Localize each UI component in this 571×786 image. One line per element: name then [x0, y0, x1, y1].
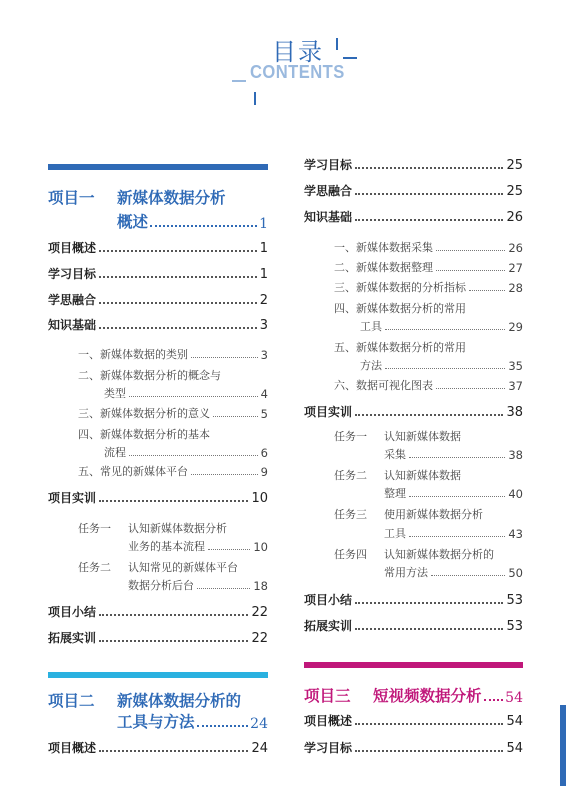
page-number: 6 — [260, 446, 268, 460]
task-entry[interactable]: 工具 43 — [384, 527, 523, 541]
project2-label: 项目二 — [48, 692, 95, 710]
page-number: 3 — [260, 348, 268, 362]
toc-subentry-line: 四、新媒体数据分析的常用 — [334, 302, 466, 315]
toc-entry[interactable]: 学思融合 2 — [48, 293, 268, 308]
page-number: 35 — [508, 359, 523, 373]
task-title: 认知新媒体数据 — [384, 469, 461, 482]
page-number: 1 — [259, 241, 268, 256]
toc-entry[interactable]: 项目实训 38 — [304, 405, 523, 420]
toc-subentry[interactable]: 三、新媒体数据的分析指标 28 — [334, 281, 523, 295]
toc-entry[interactable]: 学习目标 1 — [48, 267, 268, 282]
project1-entry[interactable]: 概述 1 — [117, 213, 268, 232]
page-number: 54 — [506, 741, 523, 756]
toc-entry[interactable]: 拓展实训 53 — [304, 619, 523, 634]
page-number: 25 — [506, 158, 523, 173]
toc-entry[interactable]: 学习目标 54 — [304, 741, 523, 756]
toc-entry[interactable]: 知识基础 26 — [304, 210, 523, 225]
toc-entry[interactable]: 拓展实训 22 — [48, 631, 268, 646]
project2-title: 新媒体数据分析的 — [117, 692, 242, 710]
title-decoration — [336, 38, 338, 50]
task-label: 任务二 — [78, 561, 111, 574]
toc-subentry[interactable]: 方法 35 — [360, 359, 523, 373]
page-number: 54 — [506, 714, 523, 729]
toc-subentry-line: 五、新媒体数据分析的常用 — [334, 341, 466, 354]
page-number: 5 — [260, 407, 268, 421]
toc-subentry[interactable]: 六、数据可视化图表 37 — [334, 379, 523, 393]
task-title: 使用新媒体数据分析 — [384, 508, 483, 521]
page-number: 27 — [508, 261, 523, 275]
project2-entry[interactable]: 工具与方法 24 — [117, 713, 268, 732]
page-number: 40 — [508, 487, 523, 501]
page-number: 4 — [260, 387, 268, 401]
toc-entry[interactable]: 学思融合 25 — [304, 184, 523, 199]
toc-subentry[interactable]: 类型 4 — [104, 387, 268, 401]
title-decoration — [343, 57, 357, 59]
page-number: 28 — [508, 281, 523, 295]
task-label: 任务一 — [78, 522, 111, 535]
page-number: 10 — [253, 540, 268, 554]
toc-title-en: CONTENTS — [250, 62, 345, 82]
task-entry[interactable]: 整理 40 — [384, 487, 523, 501]
project2-bar — [48, 672, 268, 678]
page-number: 26 — [506, 210, 523, 225]
toc-entry[interactable]: 项目概述 1 — [48, 241, 268, 256]
toc-subentry[interactable]: 流程 6 — [104, 446, 268, 460]
toc-subentry[interactable]: 一、新媒体数据的类别 3 — [78, 348, 268, 362]
project1-bar — [48, 164, 268, 170]
page-number: 29 — [508, 320, 523, 334]
task-label: 任务四 — [334, 548, 367, 561]
title-decoration — [254, 92, 256, 105]
page-number: 9 — [260, 465, 268, 479]
toc-title: 目录 — [272, 38, 324, 66]
toc-subentry[interactable]: 工具 29 — [360, 320, 523, 334]
page-number: 22 — [251, 631, 268, 646]
project1-title: 新媒体数据分析 — [117, 189, 226, 207]
task-title: 认知新媒体数据分析 — [128, 522, 227, 535]
toc-subentry[interactable]: 二、新媒体数据整理 27 — [334, 261, 523, 275]
toc-subentry[interactable]: 一、新媒体数据采集 26 — [334, 241, 523, 255]
toc-subentry[interactable]: 三、新媒体数据分析的意义 5 — [78, 407, 268, 421]
task-entry[interactable]: 采集 38 — [384, 448, 523, 462]
page-number: 24 — [250, 716, 268, 732]
project1-label: 项目一 — [48, 189, 95, 207]
page-number: 37 — [508, 379, 523, 393]
page-number: 22 — [251, 605, 268, 620]
page-number: 10 — [251, 491, 268, 506]
page-number: 38 — [508, 448, 523, 462]
toc-entry[interactable]: 项目小结 22 — [48, 605, 268, 620]
task-title: 认知常见的新媒体平台 — [128, 561, 238, 574]
task-entry[interactable]: 业务的基本流程 10 — [128, 540, 268, 554]
task-label: 任务一 — [334, 430, 367, 443]
page-number: 25 — [506, 184, 523, 199]
page-number: 1 — [259, 216, 268, 232]
task-entry[interactable]: 数据分析后台 18 — [128, 579, 268, 593]
task-entry[interactable]: 常用方法 50 — [384, 566, 523, 580]
page-number: 53 — [506, 593, 523, 608]
task-title: 认知新媒体数据 — [384, 430, 461, 443]
page-number: 53 — [506, 619, 523, 634]
page-number: 2 — [259, 293, 268, 308]
page-number: 50 — [508, 566, 523, 580]
toc-entry[interactable]: 项目实训 10 — [48, 491, 268, 506]
toc-entry[interactable]: 项目概述 24 — [48, 741, 268, 756]
page-edge-tab — [560, 705, 566, 786]
toc-subentry-line: 二、新媒体数据分析的概念与 — [78, 369, 221, 382]
page-number: 1 — [259, 267, 268, 282]
page-number: 3 — [259, 318, 268, 333]
page-number: 26 — [508, 241, 523, 255]
task-title: 认知新媒体数据分析的 — [384, 548, 494, 561]
page-number: 38 — [506, 405, 523, 420]
page-number: 18 — [253, 579, 268, 593]
toc-entry[interactable]: 学习目标 25 — [304, 158, 523, 173]
toc-subentry-line: 四、新媒体数据分析的基本 — [78, 428, 210, 441]
page-number: 43 — [508, 527, 523, 541]
project3-bar — [304, 662, 523, 668]
toc-header — [0, 0, 571, 130]
title-decoration — [232, 80, 246, 82]
toc-entry[interactable]: 项目概述 54 — [304, 714, 523, 729]
task-label: 任务二 — [334, 469, 367, 482]
toc-entry[interactable]: 项目小结 53 — [304, 593, 523, 608]
task-label: 任务三 — [334, 508, 367, 521]
toc-subentry[interactable]: 五、常见的新媒体平台 9 — [78, 465, 268, 479]
toc-entry[interactable]: 知识基础 3 — [48, 318, 268, 333]
project3-entry[interactable]: 短视频数据分析 54 — [373, 687, 523, 706]
page-number: 24 — [251, 741, 268, 756]
page-number: 54 — [505, 690, 523, 706]
project3-label: 项目三 — [304, 687, 351, 705]
